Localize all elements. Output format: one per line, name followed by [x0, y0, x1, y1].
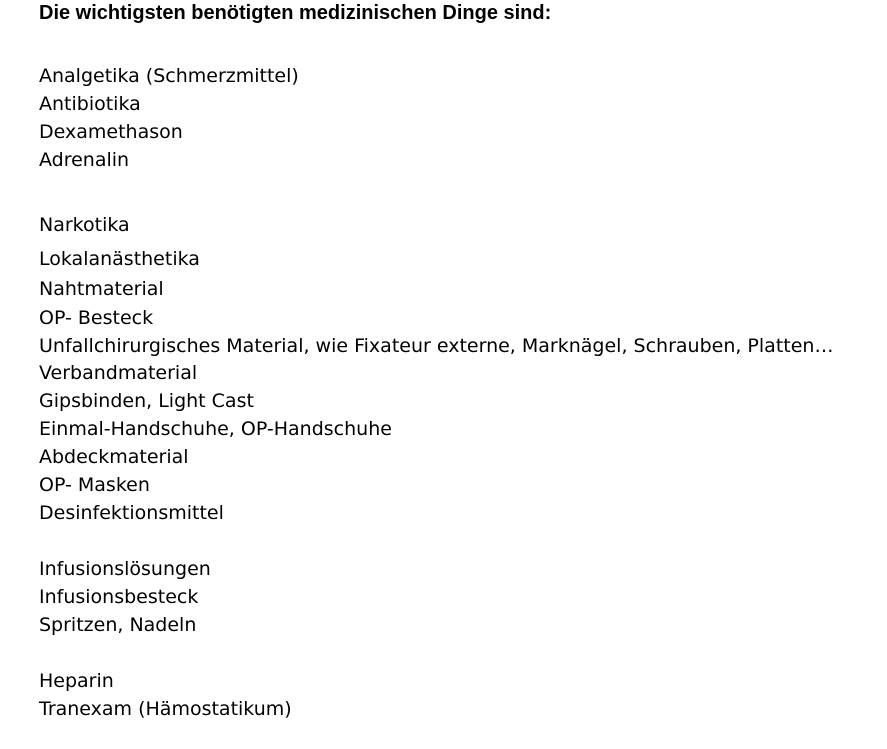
list-item: Analgetika (Schmerzmittel)	[39, 65, 299, 87]
list-item: Einmal-Handschuhe, OP-Handschuhe	[39, 418, 392, 440]
list-item: Dexamethason	[39, 121, 183, 143]
list-item: Heparin	[39, 670, 114, 692]
list-item: Lokalanästhetika	[39, 248, 200, 270]
list-item: Desinfektionsmittel	[39, 502, 224, 524]
list-item: Gipsbinden, Light Cast	[39, 390, 254, 412]
list-item: Spritzen, Nadeln	[39, 614, 197, 636]
list-item: Verbandmaterial	[39, 362, 198, 384]
list-item: Tranexam (Hämostatikum)	[39, 698, 292, 720]
list-item: Adrenalin	[39, 149, 130, 171]
document-heading: Die wichtigsten benötigten medizinischen Dinge sind:	[39, 2, 552, 24]
list-item: Unfallchirurgisches Material, wie Fixateur externe, Marknägel, Schrauben, Platten…	[39, 335, 834, 357]
list-item: Antibiotika	[39, 93, 141, 115]
list-item: Abdeckmaterial	[39, 446, 189, 468]
list-item: Infusionsbesteck	[39, 586, 199, 608]
list-item: Narkotika	[39, 214, 130, 236]
list-item: OP- Besteck	[39, 307, 154, 329]
list-item: Infusionslösungen	[39, 558, 211, 580]
list-item: OP- Masken	[39, 474, 150, 496]
list-item: Nahtmaterial	[39, 278, 164, 300]
